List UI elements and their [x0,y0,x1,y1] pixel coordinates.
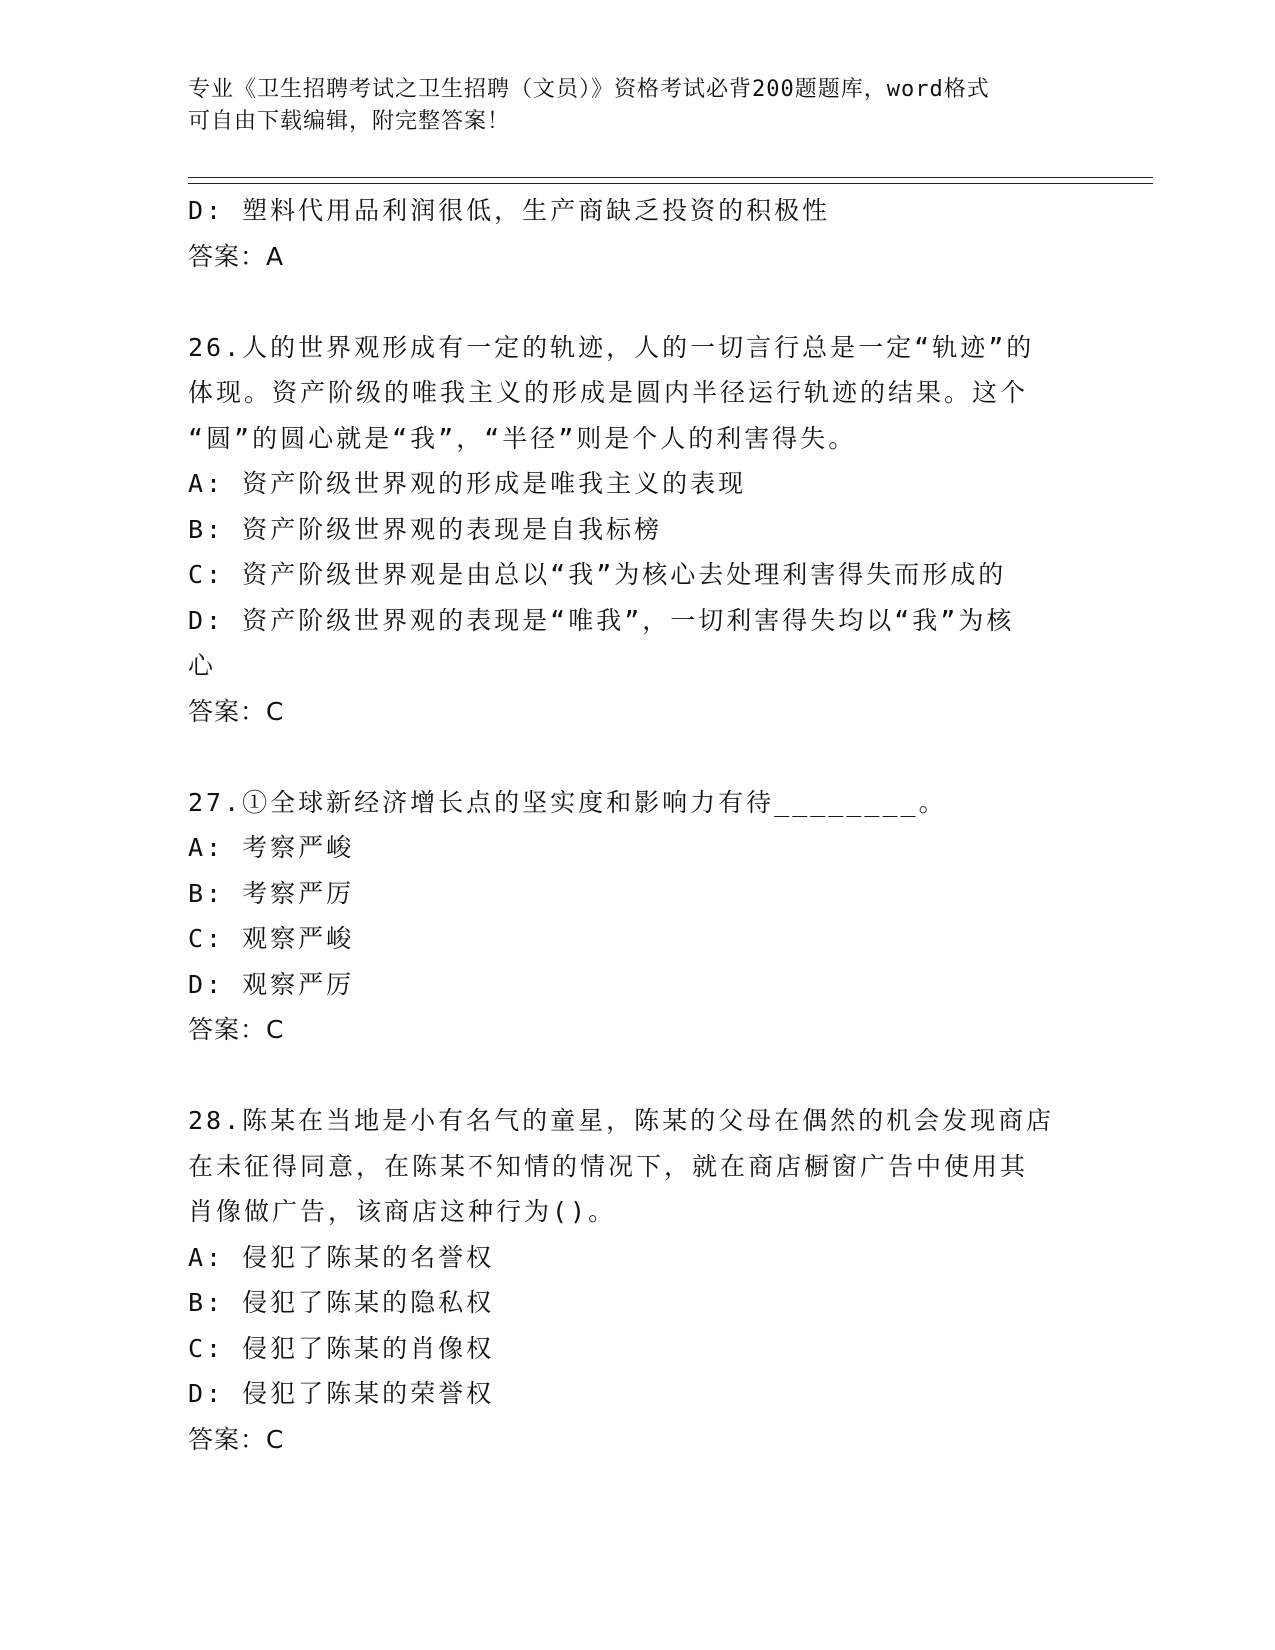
option-a: A: 资产阶级世界观的形成是唯我主义的表现 [188,469,747,498]
page-header [188,74,1068,138]
question-body [188,188,1068,1462]
question-stem-line: “圆”的圆心就是“我”，“半径”则是个人的利害得失。 [188,423,857,453]
question-26 [188,325,1068,735]
header-divider-top [188,177,1153,178]
previous-question-tail [188,188,1068,279]
option-a: A: 侵犯了陈某的名誉权 [188,1242,495,1272]
spacer [188,1053,1068,1099]
option-a: A: 考察严峻 [188,833,355,862]
option-c: C: 观察严峻 [188,924,355,953]
header-line-2: 可自由下载编辑，附完整答案！ [188,109,511,134]
option-b: B: 考察严厉 [188,878,355,908]
answer: 答案：A [188,241,285,271]
option-c: C: 侵犯了陈某的肖像权 [188,1333,495,1363]
answer: 答案：C [188,1015,285,1044]
question-stem-line: 26.人的世界观形成有一定的轨迹，人的一切言行总是一定“轨迹”的 [188,332,1035,362]
answer: 答案：C [188,1424,285,1454]
answer: 答案：C [188,696,285,726]
option-d: D: 塑料代用品利润很低，生产商缺乏投资的积极性 [188,196,831,225]
question-stem-line: 27.①全球新经济增长点的坚实度和影响力有待________。 [188,787,947,817]
spacer [188,279,1068,325]
option-c: C: 资产阶级世界观是由总以“我”为核心去处理利害得失而形成的 [188,560,1007,589]
header-line-1: 专业《卫生招聘考试之卫生招聘（文员）》资格考试必背200题题库，word格式 [188,77,990,102]
question-stem-line: 肖像做广告，该商店这种行为()。 [188,1197,617,1226]
option-d: D: 侵犯了陈某的荣誉权 [188,1379,495,1408]
option-d: D: 资产阶级世界观的表现是“唯我”，一切利害得失均以“我”为核 [188,605,1015,635]
option-d-continued: 心 [188,651,217,680]
question-stem-line: 在未征得同意，在陈某不知情的情况下，就在商店橱窗广告中使用其 [188,1151,1029,1181]
spacer [188,734,1068,780]
option-b: B: 资产阶级世界观的表现是自我标榜 [188,514,663,544]
question-28 [188,1098,1068,1462]
option-b: B: 侵犯了陈某的隐私权 [188,1288,495,1317]
question-stem-line: 28.陈某在当地是小有名气的童星，陈某的父母在偶然的机会发现商店 [188,1106,1055,1135]
question-27 [188,780,1068,1053]
question-stem-line: 体现。资产阶级的唯我主义的形成是圆内半径运行轨迹的结果。这个 [188,378,1029,407]
header-divider-bottom [188,183,1153,184]
option-d: D: 观察严厉 [188,969,355,999]
